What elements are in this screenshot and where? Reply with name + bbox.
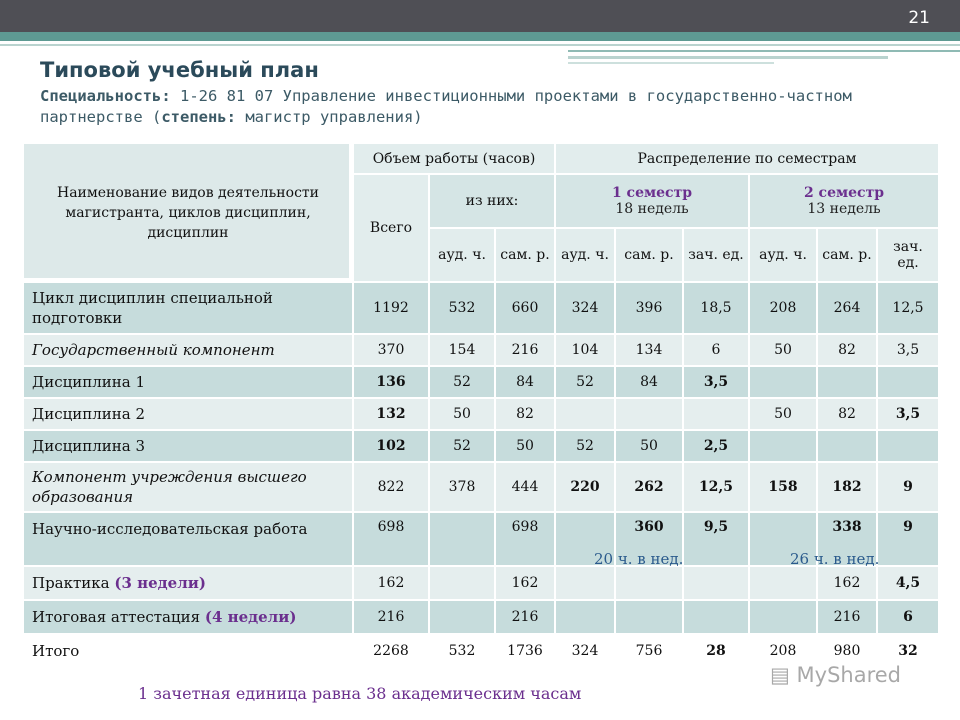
cell-sam: 84: [495, 366, 555, 398]
cell-total: 698: [353, 512, 429, 566]
decor-line: [568, 56, 888, 59]
cell-total: 2268: [353, 634, 429, 668]
header-volume: Объем работы (часов): [353, 143, 555, 174]
semester-1-hours-note: 20 ч. в нед.: [594, 550, 684, 568]
table-row: [23, 462, 939, 512]
cell-s1-aud: 220: [555, 462, 615, 512]
row-name: Государственный компонент: [23, 334, 353, 366]
cell-s2-zach: 9: [877, 512, 939, 566]
cell-s2-zach: 32: [877, 634, 939, 668]
cell-s2-aud: [749, 600, 817, 634]
cell-sam: 660: [495, 282, 555, 334]
cell-s2-zach: 3,5: [877, 334, 939, 366]
row-name-text: Практика: [32, 574, 115, 592]
row-name: Научно-исследовательская работа: [23, 512, 353, 566]
header-total: Всего: [353, 174, 429, 282]
cell-sam: 444: [495, 462, 555, 512]
cell-s2-aud: [749, 430, 817, 462]
decor-line: [0, 44, 960, 46]
decor-line: [568, 50, 960, 52]
slide-number: 21: [908, 8, 930, 28]
cell-s1-sam: 84: [615, 366, 683, 398]
cell-s1-zach: 9,5: [683, 512, 749, 566]
header-of-which: из них:: [429, 174, 555, 228]
watermark-text: MyShared: [796, 663, 902, 687]
cell-s2-aud: [749, 366, 817, 398]
row-name: Дисциплина 2: [23, 398, 353, 430]
header-s2-aud: ауд. ч.: [749, 228, 817, 282]
cell-total: 102: [353, 430, 429, 462]
cell-sam: 50: [495, 430, 555, 462]
cell-s2-sam: [817, 366, 877, 398]
header-s1-aud: ауд. ч.: [555, 228, 615, 282]
cell-sam: 216: [495, 600, 555, 634]
watermark-logo: [770, 663, 901, 687]
cell-s2-aud: [749, 566, 817, 600]
cell-s1-aud: [555, 398, 615, 430]
cell-s1-sam: 134: [615, 334, 683, 366]
slide-title: Типовой учебный план: [40, 58, 319, 82]
cell-s1-aud: 52: [555, 366, 615, 398]
cell-s2-zach: [877, 430, 939, 462]
cell-s2-zach: 9: [877, 462, 939, 512]
cell-s2-sam: 82: [817, 334, 877, 366]
row-name-text: Итоговая аттестация: [32, 608, 205, 626]
cell-s2-zach: [877, 366, 939, 398]
cell-s1-aud: 324: [555, 634, 615, 668]
cell-s2-aud: 208: [749, 634, 817, 668]
cell-aud: 532: [429, 282, 495, 334]
cell-total: 822: [353, 462, 429, 512]
cell-s1-sam: 50: [615, 430, 683, 462]
table-row: [23, 366, 939, 398]
cell-s2-zach: 4,5: [877, 566, 939, 600]
header-distribution: Распределение по семестрам: [555, 143, 939, 174]
curriculum-table: [22, 142, 940, 669]
cell-aud: [429, 566, 495, 600]
semester-2-hours-note: 26 ч. в нед.: [790, 550, 880, 568]
cell-aud: [429, 600, 495, 634]
cell-s2-sam: 162: [817, 566, 877, 600]
semester-2-weeks: 13 недель: [807, 201, 881, 217]
row-name-weeks: (4 недели): [204, 608, 297, 626]
cell-aud: 532: [429, 634, 495, 668]
header-name: Наименование видов деятельности магистранта, циклов дисциплин, дисциплин: [23, 143, 353, 282]
cell-s1-zach: [683, 398, 749, 430]
header-s2-zach: зач. ед.: [877, 228, 939, 282]
cell-s2-aud: 158: [749, 462, 817, 512]
table-row: [23, 398, 939, 430]
cell-s1-sam: [615, 566, 683, 600]
cell-s1-zach: [683, 566, 749, 600]
header-semester-2: [749, 174, 939, 228]
cell-s1-aud: 324: [555, 282, 615, 334]
table-row: [23, 282, 939, 334]
cell-sam: 82: [495, 398, 555, 430]
slide-subtitle: [40, 86, 940, 128]
cell-s2-aud: 50: [749, 398, 817, 430]
degree-text: магистр управления): [235, 108, 423, 126]
cell-s1-sam: [615, 398, 683, 430]
header-s2-sam: сам. р.: [817, 228, 877, 282]
header-s1-sam: сам. р.: [615, 228, 683, 282]
cell-s1-sam: 360: [615, 512, 683, 566]
cell-aud: [429, 512, 495, 566]
row-name: Компонент учреждения высшего образования: [23, 462, 353, 512]
cell-s1-aud: [555, 600, 615, 634]
cell-total: 136: [353, 366, 429, 398]
header-s1-zach: зач. ед.: [683, 228, 749, 282]
cell-aud: 50: [429, 398, 495, 430]
cell-s2-sam: 182: [817, 462, 877, 512]
cell-s2-zach: 12,5: [877, 282, 939, 334]
cell-s1-aud: 52: [555, 430, 615, 462]
cell-s1-zach: 18,5: [683, 282, 749, 334]
cell-s2-sam: 264: [817, 282, 877, 334]
row-name: Дисциплина 3: [23, 430, 353, 462]
cell-s1-sam: 396: [615, 282, 683, 334]
footer-note: 1 зачетная единица равна 38 академическим часам: [138, 684, 582, 703]
cell-s1-zach: [683, 600, 749, 634]
header-aud: ауд. ч.: [429, 228, 495, 282]
row-name: [23, 566, 353, 600]
cell-total: 216: [353, 600, 429, 634]
cell-sam: 216: [495, 334, 555, 366]
cell-s2-zach: 3,5: [877, 398, 939, 430]
row-name-weeks: (3 недели): [114, 574, 207, 592]
cell-aud: 52: [429, 366, 495, 398]
cell-total: 370: [353, 334, 429, 366]
cell-aud: 154: [429, 334, 495, 366]
cell-s1-sam: 262: [615, 462, 683, 512]
specialty-text: 1-26 81 07 Управление инвестиционными проектами в государственно-частном партнерстве (: [40, 87, 852, 126]
table-row: [23, 334, 939, 366]
cell-s2-sam: 216: [817, 600, 877, 634]
decor-line: [568, 62, 774, 64]
cell-s1-zach: 12,5: [683, 462, 749, 512]
row-name: Дисциплина 1: [23, 366, 353, 398]
semester-2-title: 2 семестр: [803, 185, 885, 201]
cell-s2-sam: 82: [817, 398, 877, 430]
cell-s2-sam: 980: [817, 634, 877, 668]
table-row: [23, 430, 939, 462]
cell-sam: 698: [495, 512, 555, 566]
cell-total: 132: [353, 398, 429, 430]
table-row: [23, 566, 939, 600]
cell-aud: 378: [429, 462, 495, 512]
cell-s2-sam: 338: [817, 512, 877, 566]
header-semester-1: [555, 174, 749, 228]
cell-total: 1192: [353, 282, 429, 334]
cell-s1-zach: 2,5: [683, 430, 749, 462]
watermark-icon: ▤: [770, 663, 790, 687]
degree-label: степень:: [161, 108, 236, 126]
row-name: Итого: [23, 634, 353, 668]
cell-sam: 1736: [495, 634, 555, 668]
header-sam: сам. р.: [495, 228, 555, 282]
top-bar: [0, 0, 960, 32]
cell-s1-zach: 6: [683, 334, 749, 366]
cell-s1-zach: 28: [683, 634, 749, 668]
cell-s2-aud: 208: [749, 282, 817, 334]
semester-1-title: 1 семестр: [611, 185, 693, 201]
accent-bar: [0, 32, 960, 41]
cell-s1-sam: 756: [615, 634, 683, 668]
row-name: [23, 600, 353, 634]
cell-s2-aud: 50: [749, 334, 817, 366]
cell-total: 162: [353, 566, 429, 600]
cell-s1-sam: [615, 600, 683, 634]
table-row: [23, 600, 939, 634]
cell-sam: 162: [495, 566, 555, 600]
cell-s1-aud: [555, 566, 615, 600]
semester-1-weeks: 18 недель: [615, 201, 689, 217]
specialty-label: Специальность:: [40, 87, 171, 105]
cell-aud: 52: [429, 430, 495, 462]
cell-s1-aud: 104: [555, 334, 615, 366]
row-name: Цикл дисциплин специальной подготовки: [23, 282, 353, 334]
cell-s2-sam: [817, 430, 877, 462]
cell-s1-zach: 3,5: [683, 366, 749, 398]
cell-s2-zach: 6: [877, 600, 939, 634]
